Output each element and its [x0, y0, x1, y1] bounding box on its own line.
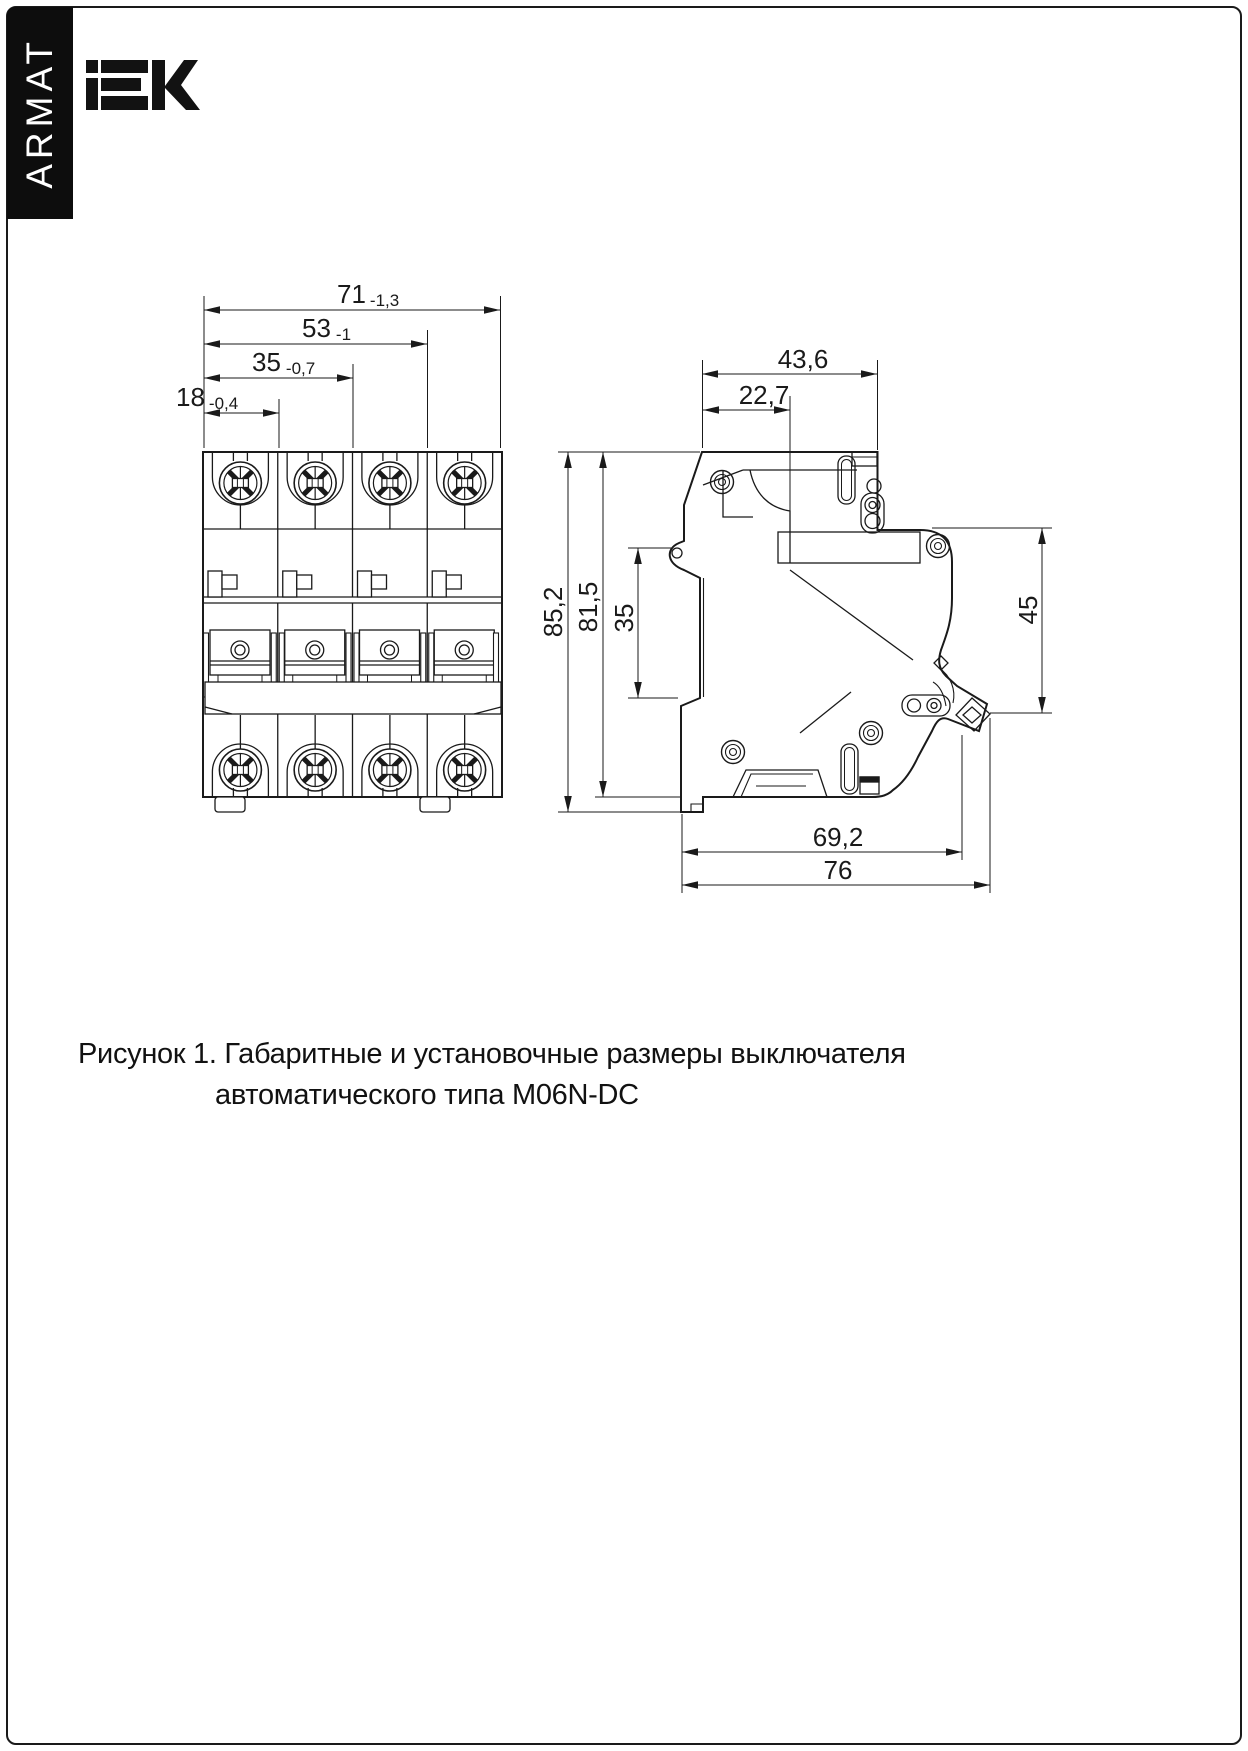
dim-85-2: 85,2 [538, 586, 568, 638]
dim-18: 18 -0,4 [176, 382, 239, 413]
dim-53: 53 -1 [302, 313, 352, 344]
dimension-lines [204, 296, 1052, 893]
figure-caption-line1: Рисунок 1. Габаритные и установочные размеры выключателя [78, 1038, 906, 1070]
brand-banner-text: ARMAT [19, 37, 60, 189]
dim-71: 71 -1,3 [337, 279, 400, 310]
front-view-drawing [203, 452, 502, 812]
figure-caption [78, 1034, 906, 1116]
dim-45: 45 [1013, 595, 1043, 625]
figure-caption-line2: автоматического типа M06N-DC [215, 1079, 639, 1111]
dim-35: 35 -0,7 [252, 347, 316, 378]
dim-43-6: 43,6 [777, 344, 829, 374]
dim-76: 76 [823, 855, 853, 885]
dim-81-5: 81,5 [573, 581, 603, 633]
dim-din-35: 35 [609, 603, 639, 633]
side-view-drawing [670, 452, 990, 812]
front-view-label-strip [205, 682, 501, 714]
dim-69-2: 69,2 [812, 822, 864, 852]
dim-22-7: 22,7 [738, 380, 790, 410]
